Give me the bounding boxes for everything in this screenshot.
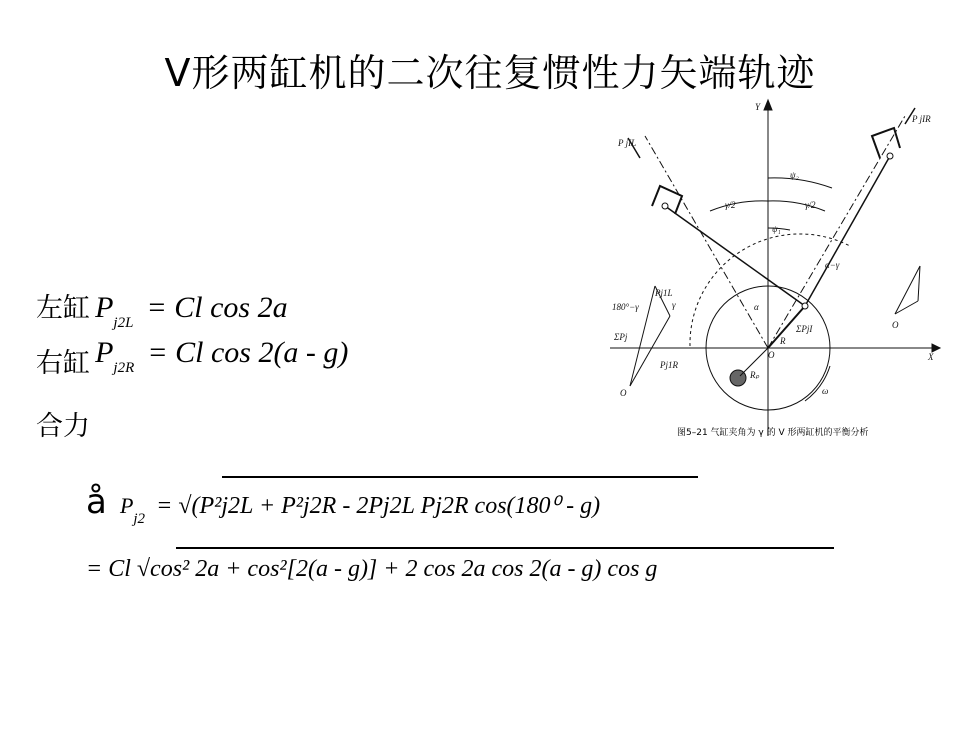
label-gamma: γ xyxy=(672,300,676,310)
label-180-gamma: 180°−γ xyxy=(612,302,639,312)
sum-equation xyxy=(86,482,600,528)
label-X: X xyxy=(928,352,934,362)
label-PjIL: P jIL xyxy=(618,138,637,148)
right-pin xyxy=(887,153,893,159)
y-axis-arrow xyxy=(764,100,772,110)
label-omega: ω xyxy=(822,386,829,396)
gamma-right-arc xyxy=(768,201,825,211)
eq1-rhs: = Cl cos 2a xyxy=(146,291,288,324)
label-alpha-minus-gamma: α−γ xyxy=(825,260,840,270)
label-gamma-half-right: γ/2 xyxy=(805,200,816,210)
gamma-left-arc xyxy=(710,201,768,211)
label-Pj1R: Pj1R xyxy=(660,360,678,370)
sum-rhs: = √(P²j2L + P²j2R - 2Pj2L Pj2R cos(180⁰ - g) xyxy=(156,493,601,519)
radical-bar-1 xyxy=(222,476,698,478)
equation-right-cylinder xyxy=(36,336,348,380)
v-engine-balance-figure xyxy=(600,96,945,446)
left-pin xyxy=(662,203,668,209)
label-Rp: Rₚ xyxy=(750,370,760,380)
equation-left-cylinder xyxy=(36,286,288,332)
label-PjIR: P jIR xyxy=(912,114,931,124)
x-axis-arrow xyxy=(932,344,940,352)
page-title: V形两缸机的二次往复惯性力矢端轨迹 xyxy=(164,51,816,95)
right-cylinder-label: 右缸 xyxy=(36,348,90,379)
right-piston xyxy=(872,128,900,158)
eq2-rhs: = Cl cos 2(a - g) xyxy=(147,336,349,369)
label-O-right: O xyxy=(892,320,899,330)
label-sum-PjI: ΣPjI xyxy=(796,324,813,334)
left-cylinder-axis xyxy=(645,136,768,348)
dashed-arc xyxy=(690,234,850,346)
label-psi1: ψ₁ xyxy=(772,224,781,234)
eq2-P: P xyxy=(95,336,114,369)
label-O: O xyxy=(768,350,775,360)
eq1-P: P xyxy=(95,291,114,324)
crank-pin xyxy=(802,303,808,309)
label-psi2: ψ₂ xyxy=(790,170,799,180)
label-Y: Y xyxy=(755,102,761,112)
figure-caption: 图5–21 气缸夹角为 γ 的 V 形两缸机的平衡分析 xyxy=(677,428,869,438)
triangle-left-side xyxy=(630,286,655,386)
triangle-right-side xyxy=(630,316,670,386)
eq2-subscript: j2R xyxy=(113,360,135,376)
psi2-arc xyxy=(768,178,832,188)
label-alpha: α xyxy=(754,302,759,312)
sum-P: P xyxy=(119,493,134,518)
eq1-subscript: j2L xyxy=(113,315,134,331)
left-cylinder-label: 左缸 xyxy=(36,293,90,324)
label-O-left: O xyxy=(620,388,627,398)
right-connecting-rod xyxy=(805,156,890,306)
label-R: R xyxy=(780,336,786,346)
right-cylinder-axis xyxy=(768,116,905,348)
radical-bar-2 xyxy=(176,547,834,549)
sum-equation-expanded: = Cl √cos² 2a + cos²[2(a - g)] + 2 cos 2a cos 2(a - g) cos g xyxy=(86,556,658,582)
sigma-symbol: å xyxy=(86,482,107,522)
label-gamma-half-left: γ/2 xyxy=(725,200,736,210)
resultant-label: 合力 xyxy=(36,411,90,442)
label-Pj1L: Pj1L xyxy=(655,288,673,298)
left-piston xyxy=(652,186,682,214)
sum-P-subscript: j2 xyxy=(133,511,146,527)
label-sum-Pj: ΣPj xyxy=(614,332,628,342)
right-triangle-b xyxy=(918,266,920,301)
